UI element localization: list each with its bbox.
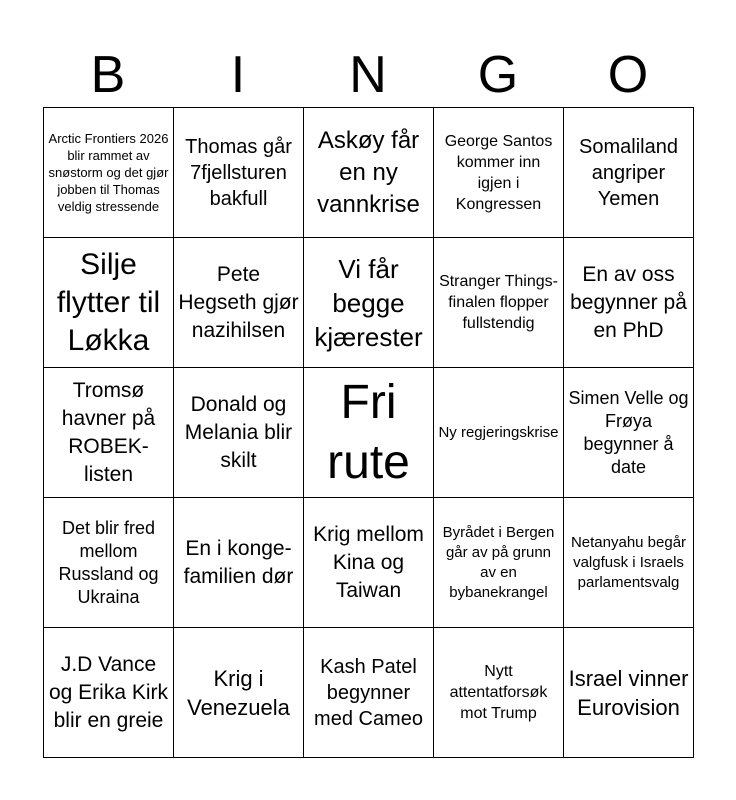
cell-text: Byrådet i Bergen går av på grunn av en bybanekrangel [442, 523, 555, 601]
bingo-cell-r3-c1[interactable] [44, 368, 174, 498]
header-letter-i: I [230, 46, 246, 104]
bingo-cell-r5-c4[interactable] [434, 628, 564, 758]
bingo-cell-r4-c3[interactable] [304, 498, 434, 628]
bingo-cell-r4-c4[interactable] [434, 498, 564, 628]
bingo-cell-r4-c2[interactable] [174, 498, 304, 628]
bingo-cell-free[interactable] [304, 368, 434, 498]
bingo-cell-r3-c5[interactable] [564, 368, 694, 498]
header-letter-b: B [90, 46, 126, 104]
cell-text: Pete Hegseth gjør nazihilsen [178, 262, 299, 342]
bingo-board [43, 107, 694, 758]
bingo-cell-r1-c2[interactable] [174, 108, 304, 238]
cell-text: J.D Vance og Erika Kirk blir en greie [48, 652, 169, 732]
cell-text: Tromsø havner på ROBEK-listen [61, 378, 156, 486]
cell-text: Somaliland angriper Yemen [579, 135, 678, 210]
bingo-cell-r4-c1[interactable] [44, 498, 174, 628]
cell-text: Netanyahu begår valgfusk i Israels parlamentsvalg [570, 533, 687, 591]
bingo-cell-r2-c2[interactable] [174, 238, 304, 368]
bingo-cell-r4-c5[interactable] [564, 498, 694, 628]
cell-text: Nytt attentatforsøk mot Trump [449, 663, 548, 722]
header-letter-o: O [607, 46, 649, 104]
bingo-cell-r3-c4[interactable] [434, 368, 564, 498]
cell-text: George Santos kommer inn igjen i Kongressen [444, 132, 553, 213]
bingo-cell-r1-c1[interactable] [44, 108, 174, 238]
cell-text: Simen Velle og Frøya begynner å date [568, 387, 689, 477]
cell-text: Silje flytter til Løkka [56, 247, 161, 357]
cell-text: Askøy får en ny vannkrise [317, 126, 420, 218]
bingo-cell-r2-c4[interactable] [434, 238, 564, 368]
cell-text: Kash Patel begynner med Cameo [314, 655, 423, 730]
cell-text: En av oss begynner på en PhD [570, 262, 687, 342]
cell-text: Ny regjeringskrise [438, 423, 559, 441]
free-space-text: Fri rute [327, 375, 410, 489]
bingo-cell-r2-c5[interactable] [564, 238, 694, 368]
cell-text: Krig i Venezuela [187, 665, 290, 720]
cell-text: Krig mellom Kina og Taiwan [313, 522, 424, 602]
cell-text: Arctic Frontiers 2026 blir rammet av snøstorm og det gjør jobben til Thomas veldig stressende [48, 131, 169, 214]
bingo-cell-r2-c3[interactable] [304, 238, 434, 368]
bingo-cell-r1-c4[interactable] [434, 108, 564, 238]
header-letter-g: G [477, 46, 519, 104]
bingo-cell-r5-c3[interactable] [304, 628, 434, 758]
cell-text: Israel vinner Eurovision [568, 665, 689, 720]
cell-text: Det blir fred mellom Russland og Ukraina [58, 517, 159, 607]
bingo-cell-r5-c1[interactable] [44, 628, 174, 758]
bingo-cell-r3-c2[interactable] [174, 368, 304, 498]
bingo-cell-r1-c3[interactable] [304, 108, 434, 238]
cell-text: En i konge-familien dør [183, 536, 294, 588]
cell-text: Donald og Melania blir skilt [184, 392, 293, 472]
bingo-header [43, 44, 693, 106]
header-letter-n: N [349, 46, 387, 104]
bingo-cell-r2-c1[interactable] [44, 238, 174, 368]
bingo-cell-r5-c2[interactable] [174, 628, 304, 758]
bingo-cell-r1-c5[interactable] [564, 108, 694, 238]
cell-text: Stranger Things-finalen flopper fullstendig [439, 273, 558, 332]
cell-text: Thomas går 7fjellsturen bakfull [185, 135, 292, 210]
cell-text: Vi får begge kjærester [314, 253, 423, 352]
bingo-cell-r5-c5[interactable] [564, 628, 694, 758]
